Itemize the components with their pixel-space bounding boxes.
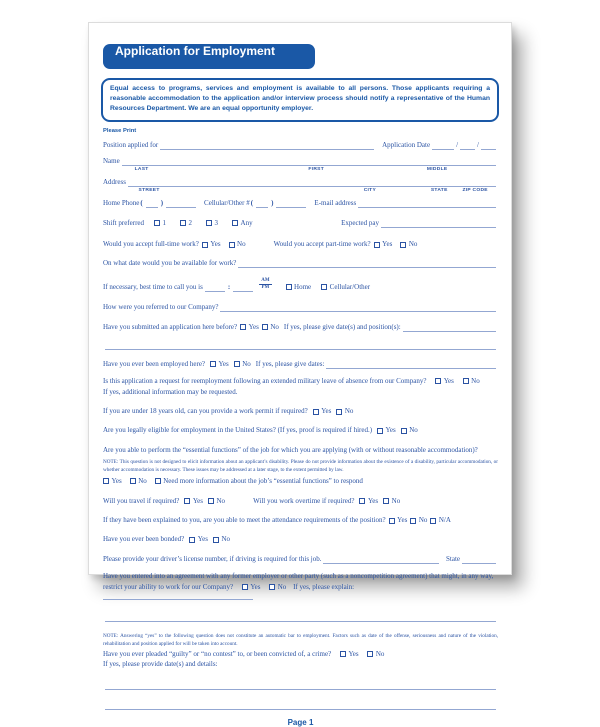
email-write-in-line[interactable]: [358, 200, 496, 208]
checkbox-attendance-na[interactable]: [430, 518, 436, 524]
checkbox-crime-no[interactable]: [367, 651, 373, 657]
shift-3-group: [206, 219, 218, 228]
fulltime-question: Would you accept full-time work?: [103, 240, 199, 249]
home-phone-label: Home Phone: [103, 198, 140, 207]
essential-no-group: [130, 477, 147, 486]
checkbox-label: 2: [188, 218, 193, 227]
referred-question: How were you referred to our Company?: [103, 302, 219, 311]
cell-phone-line[interactable]: [276, 200, 306, 208]
street-sublabel: STREET: [138, 187, 160, 193]
home-phone-line[interactable]: [166, 200, 196, 208]
home-area-code-line[interactable]: [146, 200, 158, 208]
overtime-yes-group: [359, 497, 378, 506]
paren-open: (: [250, 198, 254, 207]
application-form-page: [88, 22, 512, 727]
noncompete-continuation-row: [103, 614, 498, 622]
call-minute-line[interactable]: [233, 284, 253, 292]
checkbox-label: Home: [294, 282, 312, 291]
fulltime-row: [103, 240, 498, 249]
checkbox-label: Yes: [385, 426, 396, 435]
checkbox-label: Yes: [210, 240, 221, 249]
checkbox-label: No: [270, 322, 279, 331]
zip-sublabel: ZIP CODE: [462, 187, 488, 193]
checkbox-shift-3[interactable]: [206, 220, 212, 226]
crime-question: [103, 649, 498, 670]
submitted-yes-group: [240, 323, 259, 332]
checkbox-fulltime-no[interactable]: [229, 242, 235, 248]
checkbox-travel-no[interactable]: [208, 498, 214, 504]
eligible-yes-group: [377, 426, 396, 435]
bonded-yes-group: [189, 535, 208, 544]
essential-question: Are you able to perform the “essential functions” of the job for which you are applying (with or without reasonable accommodation)?: [103, 446, 478, 455]
travel-no-group: [208, 497, 225, 506]
available-write-in-line[interactable]: [238, 260, 496, 268]
checkbox-call-home[interactable]: [286, 284, 292, 290]
reemployment-text-2: If yes, additional information may be requested.: [103, 387, 238, 396]
permit-row: [103, 407, 498, 416]
application-date-label: Application Date: [382, 140, 431, 149]
parttime-no-group: [400, 240, 417, 249]
am-pm-circle-one[interactable]: [259, 278, 271, 292]
shift-1-group: [154, 219, 166, 228]
date-month-line[interactable]: [432, 142, 454, 150]
please-print-label: Please Print: [103, 127, 137, 134]
checkbox-reemployment-no[interactable]: [463, 378, 469, 384]
checkbox-label: No: [391, 496, 401, 505]
cell-area-code-line[interactable]: [256, 200, 268, 208]
checkbox-reemployment-yes[interactable]: [435, 378, 441, 384]
travel-row: [103, 497, 498, 506]
submitted-question: Have you submitted an application here before?: [103, 322, 238, 331]
page-number: Page 1: [287, 717, 314, 727]
parttime-yes-group: [374, 240, 393, 249]
submitted-write-in-line[interactable]: [403, 324, 496, 332]
overtime-question: Will you work overtime if required?: [253, 496, 355, 505]
license-question: Please provide your driver’s license number, if driving is required for this job.: [103, 555, 322, 564]
checkbox-noncompete-yes[interactable]: [242, 584, 248, 590]
checkbox-label: No: [242, 359, 251, 368]
details-line-1-row: [103, 682, 498, 690]
email-label: E-mail address: [314, 198, 357, 207]
checkbox-label: Yes: [250, 582, 261, 591]
details-write-in-line-1[interactable]: [105, 682, 496, 690]
overtime-no-group: [383, 497, 400, 506]
employed-row: [103, 360, 498, 369]
date-year-line[interactable]: [481, 142, 496, 150]
employed-no-group: [234, 360, 251, 369]
checkbox-label: No: [471, 377, 480, 385]
checkbox-label: Yes: [443, 377, 454, 385]
attendance-na-group: [430, 516, 451, 525]
am-label[interactable]: AM: [259, 278, 271, 285]
submitted-row: [103, 323, 498, 332]
shift-label: Shift preferred: [103, 218, 145, 227]
shift-any-group: [232, 219, 253, 228]
checkbox-label: Yes: [197, 535, 208, 544]
address-label: Address: [103, 177, 126, 186]
noncompete-text: Have you entered into an agreement with any former employer or other party (such as a noncompetition agreement) that might, in any way, restrict your ability to work for our Company?: [103, 572, 494, 591]
name-label: Name: [103, 156, 120, 165]
checkbox-shift-1[interactable]: [154, 220, 160, 226]
permit-no-group: [336, 407, 353, 416]
submitted-no-group: [262, 323, 279, 332]
name-write-in-line[interactable]: [122, 158, 496, 166]
essential-checkbox-row: [103, 477, 498, 486]
employed-question: Have you ever been employed here?: [103, 359, 206, 368]
bonded-row: [103, 535, 498, 544]
checkbox-label: No: [216, 496, 226, 505]
checkbox-label: No: [237, 240, 246, 249]
attendance-yes-group: [389, 516, 408, 525]
permit-yes-group: [313, 407, 332, 416]
checkbox-label: Yes: [192, 496, 203, 505]
checkbox-travel-yes[interactable]: [184, 498, 190, 504]
state-label: State: [446, 555, 460, 564]
call-home-group: [286, 283, 312, 292]
checkbox-label: No: [138, 476, 147, 485]
essential-yes-group: [103, 477, 122, 486]
calltime-question: If necessary, best time to call you is: [103, 282, 203, 291]
checkbox-label: No: [375, 649, 385, 658]
checkbox-eligible-no[interactable]: [401, 428, 407, 434]
travel-question: Will you travel if required?: [103, 496, 180, 505]
expected-pay-label: Expected pay: [341, 218, 379, 227]
checkbox-shift-2[interactable]: [180, 220, 186, 226]
checkbox-permit-yes[interactable]: [313, 409, 319, 415]
city-sublabel: CITY: [363, 187, 377, 193]
explain-label: If yes, please explain:: [293, 582, 355, 591]
checkbox-employed-no[interactable]: [234, 361, 240, 367]
available-row: [103, 259, 498, 268]
checkbox-noncompete-no[interactable]: [269, 584, 275, 590]
employed-ifyes-label: If yes, please give dates:: [255, 359, 325, 368]
employed-yes-group: [210, 360, 229, 369]
checkbox-essential-yes[interactable]: [103, 478, 109, 484]
fulltime-yes-group: [202, 240, 221, 249]
position-write-in-line[interactable]: [160, 142, 374, 150]
license-row: [103, 555, 498, 564]
checkbox-label: Yes: [397, 516, 408, 524]
submitted-ifyes-label: If yes, please give date(s) and position(s):: [283, 322, 401, 331]
checkbox-label: No: [344, 407, 354, 415]
checkbox-label: Need more information about the job’s “essential functions” to respond: [163, 476, 363, 485]
essential-more-info-group: [155, 477, 363, 486]
details-write-in-line-2[interactable]: [105, 702, 496, 710]
shift-row: [103, 219, 498, 228]
checkbox-parttime-no[interactable]: [400, 242, 406, 248]
checkbox-label: Yes: [248, 322, 259, 331]
address-sublabels: [103, 188, 498, 194]
checkbox-label: No: [418, 516, 428, 524]
travel-yes-group: [184, 497, 203, 506]
first-sublabel: FIRST: [308, 166, 325, 172]
shift-2-group: [180, 219, 192, 228]
date-day-line[interactable]: [460, 142, 475, 150]
available-question: On what date would you be available for work?: [103, 259, 237, 268]
noncompete-continuation-line[interactable]: [105, 614, 496, 622]
checkbox-overtime-yes[interactable]: [359, 498, 365, 504]
form-title: Application for Employment: [103, 44, 315, 69]
position-label: Position applied for: [103, 140, 159, 149]
checkbox-label: Yes: [218, 359, 229, 368]
name-sublabels: [103, 167, 498, 173]
reemployment-text: Is this application a request for reemployment following an extended military leave of absence from our Company?: [103, 377, 427, 385]
date-slash: /: [456, 140, 459, 149]
submitted-continuation-row: [103, 342, 498, 350]
submitted-continuation-line[interactable]: [105, 342, 496, 350]
checkbox-call-cellular[interactable]: [321, 284, 327, 290]
checkbox-label: No: [409, 426, 418, 435]
checkbox-crime-yes[interactable]: [340, 651, 346, 657]
eligible-no-group: [401, 426, 418, 435]
checkbox-label: No: [408, 240, 418, 249]
paren-close: ): [160, 198, 164, 207]
eligible-question: Are you legally eligible for employment in the United States? (If yes, proof is required if hired.): [103, 426, 373, 435]
license-write-in-line[interactable]: [323, 556, 439, 564]
crime-note: NOTE: Answering “yes” to the following question does not constitute an automatic bar to employment. Factors such as date of the offense, seriousness and nature of the violation, rehabilitation and position applied for will be taken into account.: [103, 632, 498, 647]
checkbox-label: No: [277, 582, 287, 591]
checkbox-label: 3: [214, 218, 219, 227]
date-slash: /: [477, 140, 479, 149]
position-row: [103, 141, 498, 150]
fulltime-no-group: [229, 240, 246, 249]
last-sublabel: LAST: [134, 166, 149, 172]
checkbox-eligible-yes[interactable]: [377, 428, 383, 434]
address-row: [103, 178, 498, 187]
permit-question: If you are under 18 years old, can you provide a work permit if required?: [103, 407, 308, 415]
eligible-row: [103, 426, 498, 435]
checkbox-parttime-yes[interactable]: [374, 242, 380, 248]
call-cellular-group: [321, 283, 370, 292]
checkbox-label: Yes: [348, 649, 359, 658]
checkbox-label: Yes: [321, 407, 332, 415]
checkbox-fulltime-yes[interactable]: [202, 242, 208, 248]
time-colon: :: [227, 282, 231, 291]
bonded-question: Have you ever been bonded?: [103, 535, 185, 544]
checkbox-employed-yes[interactable]: [210, 361, 216, 367]
call-hour-line[interactable]: [205, 284, 225, 292]
parttime-question: Would you accept part-time work?: [273, 240, 371, 249]
referred-row: [103, 303, 498, 312]
checkbox-label: Yes: [367, 496, 379, 505]
checkbox-overtime-no[interactable]: [383, 498, 389, 504]
checkbox-shift-any[interactable]: [232, 220, 238, 226]
checkbox-label: Cellular/Other: [329, 282, 371, 291]
paren-close: ): [271, 198, 274, 207]
crime-details-label: If yes, please provide date(s) and details:: [103, 660, 218, 669]
equal-opportunity-notice: Equal access to programs, services and employment is available to all persons. Those applicants requiring a reasonable accommodation to the application and/or interview process should notify a representative of the Human Resources Department. We are an equal opportunity employer.: [101, 78, 499, 122]
employed-write-in-line[interactable]: [326, 361, 496, 369]
attendance-row: [103, 516, 498, 525]
essential-note: NOTE: This question is not designed to elicit information about an applicant’s disability. Please do not provide information about the existence of a disability, particular accommodation, or whether accommodation is necessary. These issues may be addressed at a later stage, to the extent permitted by law.: [103, 458, 498, 473]
explain-write-in-line[interactable]: [103, 593, 253, 600]
form-body: [103, 128, 498, 727]
attendance-question: If they have been explained to you, are you able to meet the attendance requirements of the position?: [103, 516, 386, 524]
phone-row: [103, 199, 498, 208]
address-write-in-line[interactable]: [128, 179, 496, 187]
checkbox-submitted-yes[interactable]: [240, 324, 246, 330]
state-sublabel: STATE: [430, 187, 448, 193]
state-write-in-line[interactable]: [462, 556, 496, 564]
checkbox-label: Yes: [111, 476, 122, 485]
checkbox-label: N/A: [438, 516, 451, 524]
attendance-no-group: [410, 516, 427, 525]
reemployment-question: [103, 376, 498, 397]
checkbox-attendance-no[interactable]: [410, 518, 416, 524]
pm-label[interactable]: PM: [261, 285, 270, 291]
checkbox-bonded-yes[interactable]: [189, 537, 195, 543]
checkbox-submitted-no[interactable]: [262, 324, 268, 330]
details-line-2-row: [103, 702, 498, 710]
checkbox-label: 1: [162, 218, 167, 227]
crime-text: Have you ever pleaded “guilty” or “no contest” to, or been convicted of, a crime?: [103, 649, 332, 658]
bonded-no-group: [213, 535, 230, 544]
checkbox-essential-no[interactable]: [130, 478, 136, 484]
checkbox-label: Any: [240, 218, 253, 227]
referred-write-in-line[interactable]: [220, 304, 496, 312]
checkbox-attendance-yes[interactable]: [389, 518, 395, 524]
paren-open: (: [140, 198, 143, 207]
checkbox-label: Yes: [382, 240, 393, 249]
noncompete-question: [103, 571, 498, 603]
middle-sublabel: MIDDLE: [426, 166, 448, 172]
checkbox-permit-no[interactable]: [336, 409, 342, 415]
checkbox-bonded-no[interactable]: [213, 537, 219, 543]
checkbox-essential-more-info[interactable]: [155, 478, 161, 484]
calltime-row: [103, 278, 498, 292]
expected-pay-line[interactable]: [381, 220, 496, 228]
cellular-label: Cellular/Other #: [204, 198, 250, 207]
name-row: [103, 157, 498, 166]
checkbox-label: No: [221, 535, 230, 544]
